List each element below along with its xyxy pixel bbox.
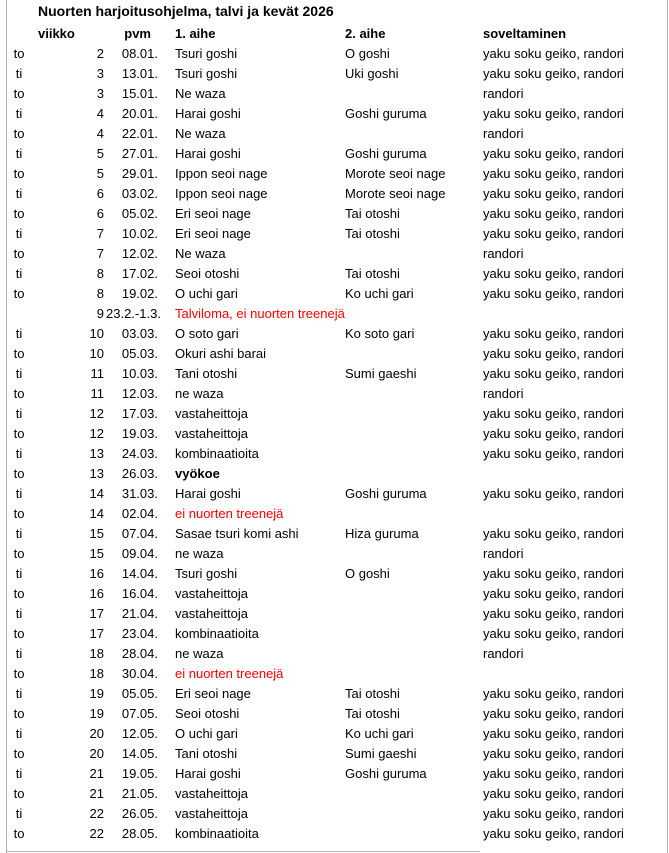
- cell-topic2: [345, 664, 483, 684]
- table-row: [0, 164, 669, 184]
- cell-topic1: Ippon seoi nage: [175, 186, 268, 201]
- cell-application: yaku soku geiko, randori: [483, 286, 624, 301]
- cell-topic2: [345, 624, 483, 644]
- cell-day: ti: [15, 486, 23, 501]
- cell-week: 15: [89, 546, 104, 561]
- table-row: [0, 724, 669, 744]
- cell-topic2: Sumi gaeshi: [345, 366, 417, 381]
- cell-week: 16: [89, 566, 104, 581]
- cell-date: 16.04.: [121, 586, 158, 601]
- cell-date: 05.03.: [121, 346, 158, 361]
- col-header-topic1: 1. aihe: [175, 26, 216, 41]
- cell-topic2: Ko uchi gari: [345, 286, 414, 301]
- table-header-row: [0, 24, 669, 44]
- table-row: [0, 604, 669, 624]
- cell-topic2: Tai otoshi: [345, 226, 400, 241]
- cell-topic1: Okuri ashi barai: [175, 346, 267, 361]
- cell-date: 28.05.: [121, 826, 158, 841]
- cell-week: 11: [90, 366, 104, 381]
- cell-week: 8: [96, 266, 104, 281]
- cell-week: 6: [96, 206, 104, 221]
- cell-topic2: [345, 344, 483, 364]
- cell-topic1: Eri seoi nage: [175, 206, 251, 221]
- cell-topic2: [345, 784, 483, 804]
- cell-date: 14.04.: [121, 566, 158, 581]
- cell-date: 23.04.: [121, 626, 158, 641]
- cell-day: ti: [15, 646, 23, 661]
- cell-day: ti: [15, 566, 23, 581]
- table-row: [0, 444, 669, 464]
- cell-application: randori: [483, 646, 524, 661]
- cell-application: yaku soku geiko, randori: [483, 426, 624, 441]
- cell-topic2: [345, 404, 483, 424]
- table-row: [0, 644, 669, 664]
- cell-application: yaku soku geiko, randori: [483, 826, 624, 841]
- cell-topic1: Sasae tsuri komi ashi: [175, 526, 299, 541]
- cell-week: 14: [89, 486, 104, 501]
- table-row: [0, 324, 669, 344]
- cell-date: 19.03.: [121, 426, 158, 441]
- cell-week: 15: [89, 526, 104, 541]
- cell-week: 5: [96, 166, 104, 181]
- cell-day: to: [13, 126, 25, 141]
- cell-week: 3: [96, 66, 104, 81]
- cell-day: to: [13, 246, 25, 261]
- table-row: [0, 344, 669, 364]
- cell-day: to: [13, 346, 25, 361]
- col-header-topic2: 2. aihe: [345, 26, 386, 41]
- cell-day: [0, 304, 38, 324]
- cell-topic1: Harai goshi: [175, 486, 241, 501]
- table-row: [0, 184, 669, 204]
- table-row: [0, 684, 669, 704]
- cell-application: yaku soku geiko, randori: [483, 186, 624, 201]
- cell-application: yaku soku geiko, randori: [483, 146, 624, 161]
- cell-topic1: Tsuri goshi: [175, 566, 238, 581]
- cell-topic2: [345, 504, 483, 524]
- cell-week: 16: [89, 586, 104, 601]
- col-header-week: viikko: [38, 26, 75, 41]
- cell-week: 7: [96, 226, 104, 241]
- table-row: [0, 104, 669, 124]
- cell-topic1: ei nuorten treenejä: [175, 666, 284, 681]
- cell-application: randori: [483, 546, 524, 561]
- cell-topic1: Tsuri goshi: [175, 66, 238, 81]
- table-row: [0, 424, 669, 444]
- cell-week: 14: [89, 506, 104, 521]
- cell-week: 17: [89, 606, 104, 621]
- cell-application: yaku soku geiko, randori: [483, 226, 624, 241]
- cell-topic2: O goshi: [345, 566, 390, 581]
- cell-date: 21.04.: [121, 606, 158, 621]
- cell-topic2: [345, 584, 483, 604]
- table-body: [0, 44, 669, 844]
- cell-topic1: Seoi otoshi: [175, 266, 240, 281]
- cell-topic1: Seoi otoshi: [175, 706, 240, 721]
- cell-topic1: ne waza: [175, 646, 224, 661]
- cell-day: to: [13, 626, 25, 641]
- cell-day: ti: [15, 686, 23, 701]
- cell-application: yaku soku geiko, randori: [483, 46, 624, 61]
- table-row: [0, 304, 669, 324]
- cell-day: ti: [15, 806, 23, 821]
- cell-topic1: vastaheittoja: [175, 586, 248, 601]
- table-row: [0, 544, 669, 564]
- cell-application: randori: [483, 126, 524, 141]
- cell-date: 15.01.: [121, 86, 158, 101]
- cell-topic2: [345, 424, 483, 444]
- table-row: [0, 44, 669, 64]
- cell-day: to: [13, 506, 25, 521]
- cell-topic1: ne waza: [175, 546, 224, 561]
- cell-week: 4: [96, 106, 104, 121]
- cell-date: 13.01.: [121, 66, 158, 81]
- cell-topic2: Tai otoshi: [345, 686, 400, 701]
- bottom-border-line: [6, 851, 480, 852]
- table-row: [0, 284, 669, 304]
- cell-week: 10: [89, 326, 104, 341]
- cell-date: 17.03.: [121, 406, 158, 421]
- schedule-table: [0, 24, 669, 844]
- cell-day: to: [13, 706, 25, 721]
- table-row: [0, 504, 669, 524]
- cell-day: ti: [15, 146, 23, 161]
- cell-topic2: [345, 604, 483, 624]
- table-row: [0, 404, 669, 424]
- cell-topic2: Goshi guruma: [345, 766, 427, 781]
- table-row: [0, 664, 669, 684]
- cell-week: 9: [96, 306, 104, 321]
- cell-application: yaku soku geiko, randori: [483, 606, 624, 621]
- cell-topic1: Harai goshi: [175, 106, 241, 121]
- table-row: [0, 744, 669, 764]
- cell-day: ti: [15, 366, 23, 381]
- cell-day: ti: [15, 406, 23, 421]
- cell-day: ti: [15, 326, 23, 341]
- table-row: [0, 64, 669, 84]
- cell-day: ti: [15, 106, 23, 121]
- cell-week: 22: [89, 806, 104, 821]
- cell-date: 08.01.: [121, 46, 158, 61]
- cell-application: [483, 304, 669, 324]
- cell-application: yaku soku geiko, randori: [483, 586, 624, 601]
- cell-topic2: Uki goshi: [345, 66, 399, 81]
- cell-week: 21: [89, 766, 104, 781]
- cell-date: 09.04.: [121, 546, 158, 561]
- table-row: [0, 224, 669, 244]
- cell-date: 28.04.: [121, 646, 158, 661]
- cell-date: 07.04.: [121, 526, 158, 541]
- cell-week: 18: [89, 666, 104, 681]
- cell-date: 22.01.: [121, 126, 158, 141]
- cell-date: 23.2.-1.3.: [106, 306, 161, 321]
- cell-application: yaku soku geiko, randori: [483, 726, 624, 741]
- cell-day: to: [13, 386, 25, 401]
- cell-topic1: Ne waza: [175, 86, 226, 101]
- cell-application: yaku soku geiko, randori: [483, 326, 624, 341]
- cell-date: 10.03.: [121, 366, 158, 381]
- cell-application: yaku soku geiko, randori: [483, 406, 624, 421]
- cell-day: ti: [15, 266, 23, 281]
- table-row: [0, 764, 669, 784]
- cell-topic2: [345, 544, 483, 564]
- cell-topic2: O goshi: [345, 46, 390, 61]
- cell-application: yaku soku geiko, randori: [483, 566, 624, 581]
- cell-day: ti: [15, 526, 23, 541]
- cell-application: yaku soku geiko, randori: [483, 346, 624, 361]
- cell-topic2: [345, 304, 483, 324]
- cell-topic2: [345, 644, 483, 664]
- cell-date: 31.03.: [121, 486, 158, 501]
- table-row: [0, 784, 669, 804]
- cell-day: ti: [15, 726, 23, 741]
- cell-day: to: [13, 426, 25, 441]
- cell-application: randori: [483, 86, 524, 101]
- cell-topic2: Sumi gaeshi: [345, 746, 417, 761]
- cell-day: ti: [15, 66, 23, 81]
- cell-week: 3: [96, 86, 104, 101]
- cell-day: to: [13, 666, 25, 681]
- cell-topic1: Ne waza: [175, 126, 226, 141]
- cell-application: yaku soku geiko, randori: [483, 766, 624, 781]
- cell-day: to: [13, 166, 25, 181]
- cell-application: yaku soku geiko, randori: [483, 106, 624, 121]
- cell-application: randori: [483, 246, 524, 261]
- cell-topic1: ne waza: [175, 386, 224, 401]
- cell-topic2: Goshi guruma: [345, 486, 427, 501]
- table-row: [0, 564, 669, 584]
- cell-date: 10.02.: [121, 226, 158, 241]
- cell-topic1: kombinaatioita: [175, 626, 259, 641]
- cell-week: 2: [96, 46, 104, 61]
- cell-application: yaku soku geiko, randori: [483, 66, 624, 81]
- cell-topic1: vyökoe: [175, 466, 220, 481]
- cell-date: 03.03.: [121, 326, 158, 341]
- cell-application: yaku soku geiko, randori: [483, 166, 624, 181]
- cell-date: 26.03.: [121, 466, 158, 481]
- cell-topic2: Goshi guruma: [345, 106, 427, 121]
- cell-application: [483, 464, 669, 484]
- cell-topic2: Goshi guruma: [345, 146, 427, 161]
- cell-topic2: [345, 444, 483, 464]
- cell-topic1: Ippon seoi nage: [175, 166, 268, 181]
- cell-week: 12: [89, 426, 104, 441]
- cell-topic1: vastaheittoja: [175, 606, 248, 621]
- table-row: [0, 364, 669, 384]
- cell-week: 6: [96, 186, 104, 201]
- cell-date: 05.02.: [121, 206, 158, 221]
- cell-day: to: [13, 746, 25, 761]
- cell-application: yaku soku geiko, randori: [483, 786, 624, 801]
- cell-date: 30.04.: [121, 666, 158, 681]
- cell-date: 02.04.: [121, 506, 158, 521]
- cell-date: 20.01.: [121, 106, 158, 121]
- cell-topic2: [345, 824, 483, 844]
- cell-topic2: Hiza guruma: [345, 526, 419, 541]
- cell-topic1: O soto gari: [175, 326, 239, 341]
- cell-application: yaku soku geiko, randori: [483, 686, 624, 701]
- cell-application: yaku soku geiko, randori: [483, 706, 624, 721]
- cell-date: 29.01.: [121, 166, 158, 181]
- cell-topic1: Eri seoi nage: [175, 686, 251, 701]
- table-row: [0, 524, 669, 544]
- cell-topic1: vastaheittoja: [175, 806, 248, 821]
- cell-week: 17: [89, 626, 104, 641]
- cell-date: 12.03.: [121, 386, 158, 401]
- cell-date: 26.05.: [121, 806, 158, 821]
- table-row: [0, 124, 669, 144]
- cell-topic2: [345, 84, 483, 104]
- cell-day: ti: [15, 186, 23, 201]
- cell-day: ti: [15, 766, 23, 781]
- table-row: [0, 204, 669, 224]
- cell-date: 24.03.: [121, 446, 158, 461]
- table-row: [0, 384, 669, 404]
- cell-day: ti: [15, 446, 23, 461]
- cell-day: ti: [15, 606, 23, 621]
- cell-topic1: Tsuri goshi: [175, 46, 238, 61]
- cell-week: 19: [89, 706, 104, 721]
- cell-topic1: ei nuorten treenejä: [175, 506, 284, 521]
- cell-date: 14.05.: [121, 746, 158, 761]
- cell-week: 20: [89, 746, 104, 761]
- cell-application: yaku soku geiko, randori: [483, 626, 624, 641]
- cell-date: 17.02.: [121, 266, 158, 281]
- cell-topic1: O uchi gari: [175, 726, 238, 741]
- cell-day: to: [13, 466, 25, 481]
- table-row: [0, 704, 669, 724]
- col-header-application: soveltaminen: [483, 26, 567, 41]
- cell-topic2: [345, 384, 483, 404]
- cell-topic2: Ko uchi gari: [345, 726, 414, 741]
- page-title: Nuorten harjoitusohjelma, talvi ja kevät 2026: [38, 3, 334, 19]
- cell-topic2: [345, 804, 483, 824]
- cell-week: 11: [90, 386, 104, 401]
- cell-topic2: Morote seoi nage: [345, 166, 446, 181]
- cell-topic2: Tai otoshi: [345, 706, 400, 721]
- table-row: [0, 84, 669, 104]
- cell-week: 12: [89, 406, 104, 421]
- cell-application: yaku soku geiko, randori: [483, 266, 624, 281]
- cell-topic2: [345, 244, 483, 264]
- cell-application: yaku soku geiko, randori: [483, 806, 624, 821]
- cell-application: yaku soku geiko, randori: [483, 486, 624, 501]
- table-row: [0, 584, 669, 604]
- cell-date: 05.05.: [121, 686, 158, 701]
- cell-topic1: Eri seoi nage: [175, 226, 251, 241]
- cell-date: 19.02.: [121, 286, 158, 301]
- cell-day: to: [13, 206, 25, 221]
- cell-week: 13: [89, 466, 104, 481]
- cell-day: to: [13, 546, 25, 561]
- cell-date: 19.05.: [121, 766, 158, 781]
- cell-week: 7: [96, 246, 104, 261]
- cell-topic2: Tai otoshi: [345, 266, 400, 281]
- cell-topic1: Ne waza: [175, 246, 226, 261]
- cell-topic1: kombinaatioita: [175, 826, 259, 841]
- cell-day: to: [13, 586, 25, 601]
- table-row: [0, 624, 669, 644]
- cell-week: 21: [89, 786, 104, 801]
- table-row: [0, 804, 669, 824]
- cell-topic2: Morote seoi nage: [345, 186, 446, 201]
- cell-topic1: kombinaatioita: [175, 446, 259, 461]
- cell-day: to: [13, 786, 25, 801]
- cell-day: to: [13, 286, 25, 301]
- cell-topic2: Ko soto gari: [345, 326, 415, 341]
- cell-date: 21.05.: [121, 786, 158, 801]
- cell-topic1: Harai goshi: [175, 146, 241, 161]
- cell-application: [483, 664, 669, 684]
- table-row: [0, 244, 669, 264]
- cell-topic2: [345, 124, 483, 144]
- table-row: [0, 264, 669, 284]
- cell-topic2: Tai otoshi: [345, 206, 400, 221]
- cell-week: 8: [96, 286, 104, 301]
- cell-topic2: [345, 464, 483, 484]
- cell-week: 4: [96, 126, 104, 141]
- cell-day: ti: [15, 226, 23, 241]
- cell-application: yaku soku geiko, randori: [483, 746, 624, 761]
- col-header-day: [0, 24, 38, 44]
- cell-week: 22: [89, 826, 104, 841]
- cell-week: 19: [89, 686, 104, 701]
- cell-topic1: vastaheittoja: [175, 426, 248, 441]
- cell-date: 07.05.: [121, 706, 158, 721]
- col-header-date: pvm: [124, 26, 151, 41]
- cell-date: 27.01.: [121, 146, 158, 161]
- cell-topic1: Tani otoshi: [175, 366, 238, 381]
- cell-date: 03.02.: [121, 186, 158, 201]
- cell-topic1: O uchi gari: [175, 286, 238, 301]
- cell-date: 12.02.: [121, 246, 158, 261]
- cell-day: to: [13, 46, 25, 61]
- table-row: [0, 464, 669, 484]
- cell-application: yaku soku geiko, randori: [483, 366, 624, 381]
- cell-week: 10: [89, 346, 104, 361]
- table-row: [0, 144, 669, 164]
- cell-topic1: Talviloma, ei nuorten treenejä: [175, 306, 345, 321]
- cell-topic1: Tani otoshi: [175, 746, 238, 761]
- cell-date: 12.05.: [121, 726, 158, 741]
- cell-week: 5: [96, 146, 104, 161]
- cell-topic1: vastaheittoja: [175, 786, 248, 801]
- cell-application: yaku soku geiko, randori: [483, 206, 624, 221]
- cell-application: yaku soku geiko, randori: [483, 526, 624, 541]
- cell-application: [483, 504, 669, 524]
- cell-day: to: [13, 86, 25, 101]
- cell-topic1: Harai goshi: [175, 766, 241, 781]
- cell-week: 20: [89, 726, 104, 741]
- cell-topic1: vastaheittoja: [175, 406, 248, 421]
- table-row: [0, 824, 669, 844]
- table-row: [0, 484, 669, 504]
- cell-week: 18: [89, 646, 104, 661]
- cell-week: 13: [89, 446, 104, 461]
- cell-application: randori: [483, 386, 524, 401]
- cell-day: to: [13, 826, 25, 841]
- cell-application: yaku soku geiko, randori: [483, 446, 624, 461]
